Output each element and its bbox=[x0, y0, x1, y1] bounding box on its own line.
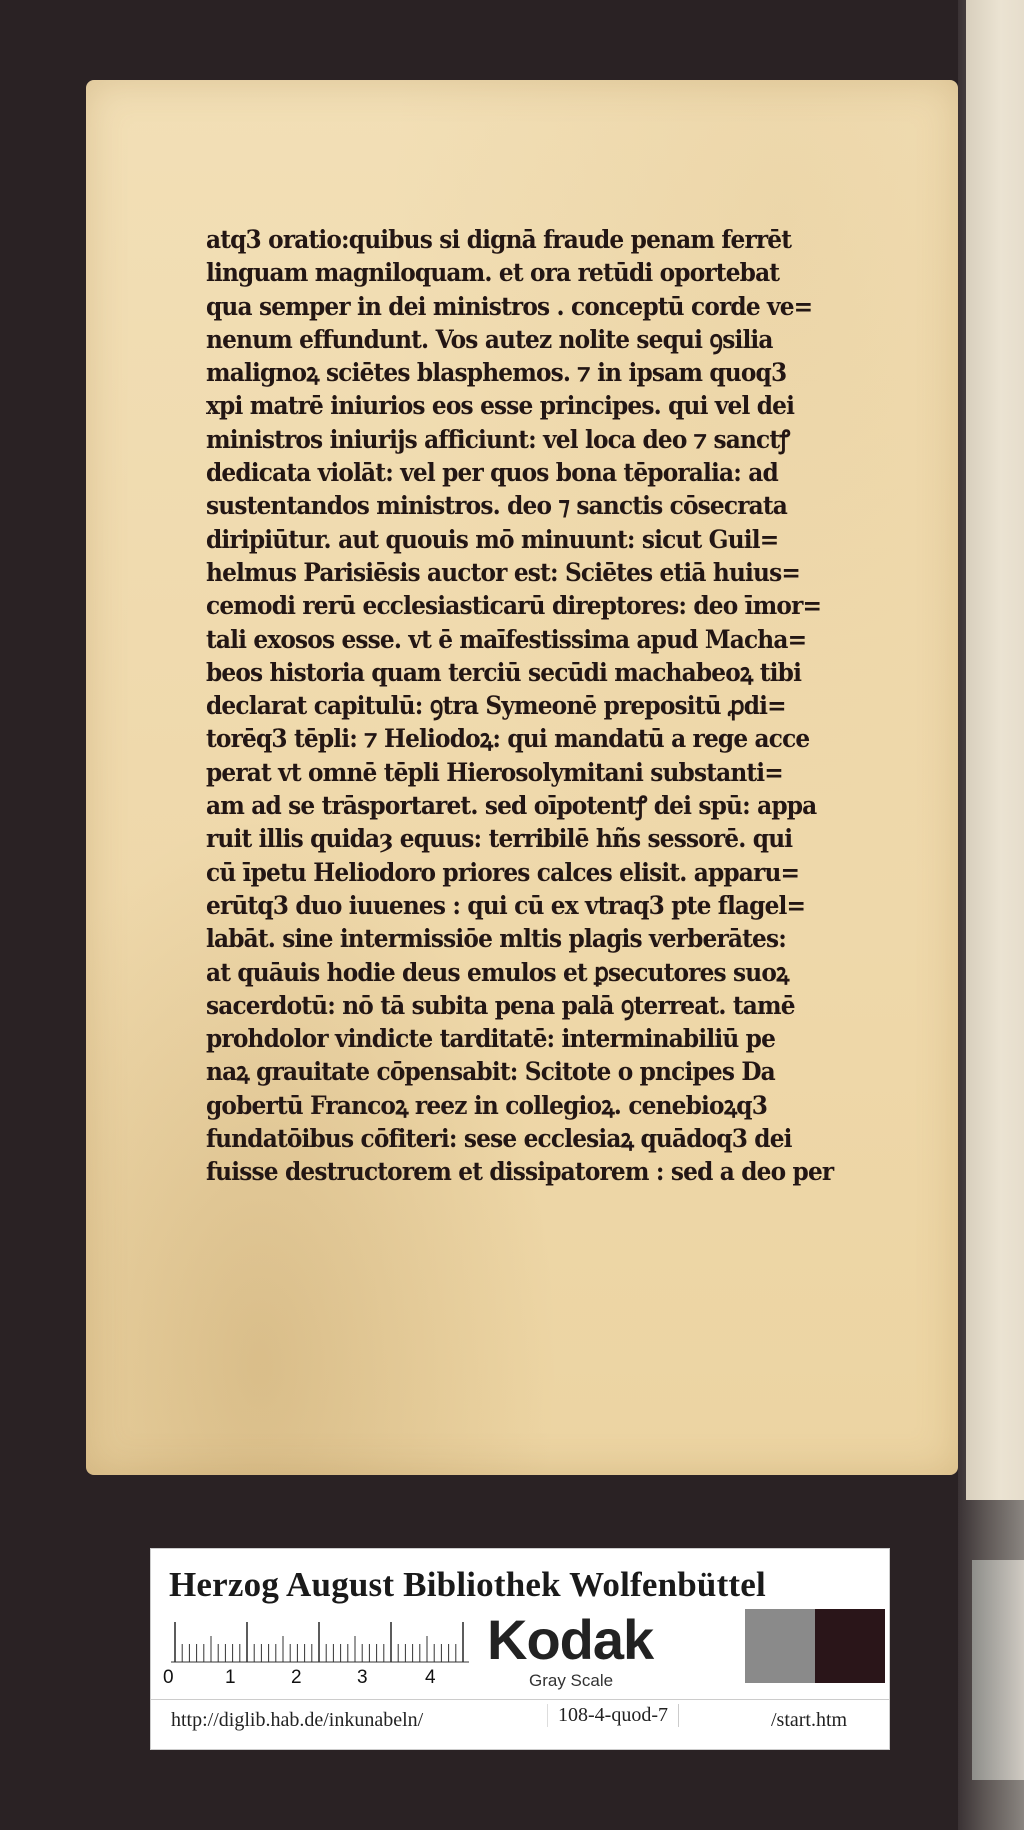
gray-patch-dark bbox=[815, 1609, 885, 1683]
adjacent-page-strip bbox=[966, 0, 1024, 1500]
text-line: xpi matrē iniurios eos esse principes. qui vel dei bbox=[206, 391, 795, 421]
text-line: at quāuis hodie deus emulos et ꝑsecutores suoꝝ bbox=[206, 957, 789, 987]
text-line: linguam magniloquam. et ora retūdi oportebat bbox=[206, 258, 780, 288]
text-line: atq3 oratio:quibus si dignā fraude penam ferrēt bbox=[206, 225, 792, 254]
text-line: dedicata violāt: vel per quos bona tēporalia: ad bbox=[206, 458, 778, 488]
gray-patch-mid bbox=[745, 1609, 815, 1683]
text-line: helmus Parisiēsis auctor est: Sciētes etiā huius= bbox=[206, 557, 800, 587]
text-line: qua semper in dei ministros . conceptū corde ve= bbox=[206, 291, 813, 321]
text-line: tali exosos esse. vt ē maīfestissima apud Macha= bbox=[206, 624, 807, 654]
shelfmark-label: 108-4-quod-7 bbox=[547, 1704, 679, 1727]
incunable-page bbox=[86, 80, 958, 1475]
ruler-number: 4 bbox=[425, 1667, 436, 1688]
target-divider bbox=[151, 1699, 889, 1700]
text-line: torēq3 tēpli: ⁊ Heliodoꝝ: qui mandatū a rege acce bbox=[206, 724, 810, 754]
text-line: naꝝ grauitate cōpensabit: Scitote o pncipes Da bbox=[206, 1057, 775, 1087]
url-prefix: http://diglib.hab.de/inkunabeln/ bbox=[171, 1709, 424, 1731]
ruler-number: 2 bbox=[291, 1667, 302, 1688]
adjacent-page-lower-strip bbox=[972, 1560, 1024, 1780]
text-line: malignoꝝ sciētes blasphemos. ⁊ in ipsam quoq3 bbox=[206, 358, 787, 388]
text-line: labāt. sine intermissiōe mltis plagis verberātes: bbox=[206, 924, 786, 954]
adjacent-page-edge bbox=[958, 0, 1024, 1830]
text-line: fundatōibus cōfiteri: sese ecclesiaꝝ quādoq3 dei bbox=[206, 1124, 792, 1154]
text-line: sacerdotū: nō tā subita pena palā ꝯterreat. tamē bbox=[206, 990, 795, 1020]
ruler-scale bbox=[171, 1619, 469, 1663]
kodak-logo: Kodak bbox=[487, 1608, 654, 1671]
ruler-number: 0 bbox=[163, 1667, 174, 1688]
text-line: prohdolor vindicte tarditatē: interminabiliū pe bbox=[206, 1024, 776, 1054]
color-target-card bbox=[150, 1548, 890, 1750]
text-line: ministros iniurijs afficiunt: vel loca deo ⁊ sanctꝭ bbox=[206, 424, 790, 454]
ruler-numbers bbox=[163, 1667, 463, 1691]
page-text-block bbox=[206, 223, 886, 1189]
text-line: declarat capitulū: ꝯtra Symeonē prepositū ꝓdi= bbox=[206, 691, 786, 721]
text-line: gobertū Francoꝝ reez in collegioꝝ. cenebioꝝq3 bbox=[206, 1090, 768, 1120]
text-line: cū īpetu Heliodoro priores calces elisit. apparu= bbox=[206, 857, 800, 887]
text-line: perat vt omnē tēpli Hierosolymitani substanti= bbox=[206, 757, 783, 787]
url-suffix: /start.htm bbox=[771, 1709, 848, 1731]
ruler-number: 3 bbox=[357, 1667, 368, 1688]
text-line: beos historia quam terciū secūdi machabeoꝝ tibi bbox=[206, 657, 802, 687]
text-line: cemodi rerū ecclesiasticarū direptores: deo īmor= bbox=[206, 591, 822, 621]
gray-scale-label: Gray Scale bbox=[529, 1671, 614, 1690]
text-line: diripiūtur. aut quouis mō minuunt: sicut Guil= bbox=[206, 524, 779, 554]
gray-patch-white bbox=[675, 1609, 745, 1683]
text-line: fuisse destructorem et dissipatorem : sed a deo per bbox=[206, 1157, 834, 1187]
text-line: am ad se trāsportaret. sed oīpotentꝭ dei spū: appa bbox=[206, 791, 817, 821]
text-line: nenum effundunt. Vos autez nolite sequi ꝯsilia bbox=[206, 324, 773, 354]
ruler-number: 1 bbox=[225, 1667, 236, 1688]
library-title: Herzog August Bibliothek Wolfenbüttel bbox=[169, 1565, 766, 1604]
text-line: sustentandos ministros. deo ⁊ sanctis cōsecrata bbox=[206, 491, 787, 521]
text-line: erūtq3 duo iuuenes : qui cū ex vtraq3 pte flagel= bbox=[206, 890, 806, 920]
text-line: ruit illis quidaȝ equus: terribilē hñs sessorē. qui bbox=[206, 824, 793, 854]
